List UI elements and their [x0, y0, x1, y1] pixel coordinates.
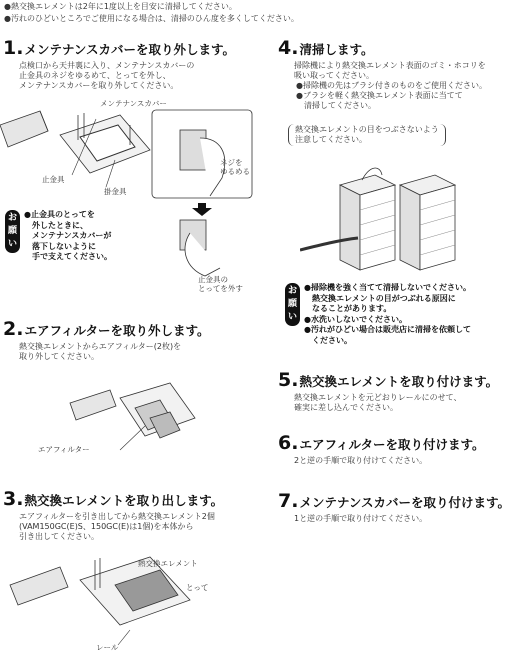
step-4-caution: 熱交換エレメントの目をつぶさないよう 注意してください。	[288, 124, 446, 146]
rail-label: レール	[96, 643, 119, 652]
handle-label: とって	[186, 583, 209, 592]
step-6-description: 2と逆の手順で取り付けてください。	[294, 456, 428, 465]
stopper-label: 止金具	[42, 175, 65, 184]
cover-label: メンテナンスカバー	[100, 99, 167, 108]
step-2-description: 熱交換エレメントからエアフィルター(2枚)を 取り外してください。	[19, 342, 182, 361]
step-7	[278, 490, 510, 524]
step-7-title: 7.メンテナンスカバーを取り付けます。	[278, 490, 510, 512]
step-6	[278, 432, 484, 466]
step-1-description: 点検口から天井裏に入り、メンテナンスカバーの 止金具のネジをゆるめて、とってを外し、 メンテナンスカバーを取り外してください。	[19, 61, 195, 90]
air-filter-label: エアフィルター	[38, 445, 90, 454]
step-1-unit-illustration	[0, 95, 160, 205]
step-7-description: 1と逆の手順で取り付けてください。	[294, 514, 428, 523]
top-note-2: ●汚れのひどいところでご使用になる場合は、清掃のひん度を多くしてください。	[4, 14, 299, 23]
hook-label: 掛金具	[104, 187, 127, 196]
step-5-description: 熱交換エレメントを元どおりレールにのせて、 確実に差し込んでください。	[294, 393, 462, 412]
remove-handle-label: 止金具の とってを外す	[198, 275, 243, 293]
step-4-request: ●掃除機を強く当てて清掃しないでください。 熱交換エレメントの目がつぶれる原因に なることがあります。 ●水洗いしないでください。 ●汚れがひどい場合は販売店に清掃を依頼して ください。	[304, 283, 471, 345]
step-4-bullets: ●掃除機の先はブラシ付きのものをご使用ください。 ●ブラシを軽く熱交換エレメント表面に当てて 清掃してください。	[296, 81, 487, 110]
step-3-description: エアフィルターを引き出してから熱交換エレメント2個 (VAM150GC(E)S、150GC(E)は1個)を本体から 引き出してください。	[19, 512, 215, 541]
step-2	[3, 318, 209, 362]
step-3	[3, 488, 223, 542]
top-note-1: ●熱交換エレメントは2年に1度以上を目安に清掃してください。	[4, 2, 237, 11]
heat-exchange-element-label: 熱交換エレメント	[138, 559, 198, 568]
step-1	[3, 37, 235, 91]
step-5	[278, 369, 498, 413]
step-4-title: 4.清掃します。	[278, 37, 374, 59]
request-badge-4: お 願 い	[285, 283, 300, 326]
step-4-illustration	[300, 160, 480, 280]
step-1-closeup-illustration	[150, 108, 258, 293]
step-3-title: 3.熱交換エレメントを取り出します。	[3, 488, 224, 510]
request-badge-1: お 願 い	[5, 210, 20, 253]
step-6-title: 6.エアフィルターを取り付けます。	[278, 432, 485, 454]
step-1-request: ●止金具のとってを 外したときに、 メンテナンスカバーが 落下しないように 手で支えてください。	[24, 210, 112, 261]
loosen-screw-label: ネジを ゆるめる	[220, 158, 250, 176]
step-4	[278, 37, 487, 111]
step-1-title: 1.メンテナンスカバーを取り外します。	[3, 37, 235, 59]
step-2-title: 2.エアフィルターを取り外します。	[3, 318, 210, 340]
step-5-title: 5.熱交換エレメントを取り付けます。	[278, 369, 499, 391]
step-4-description: 掃除機により熱交換エレメント表面のゴミ・ホコリを 吸い取ってください。	[294, 61, 486, 80]
